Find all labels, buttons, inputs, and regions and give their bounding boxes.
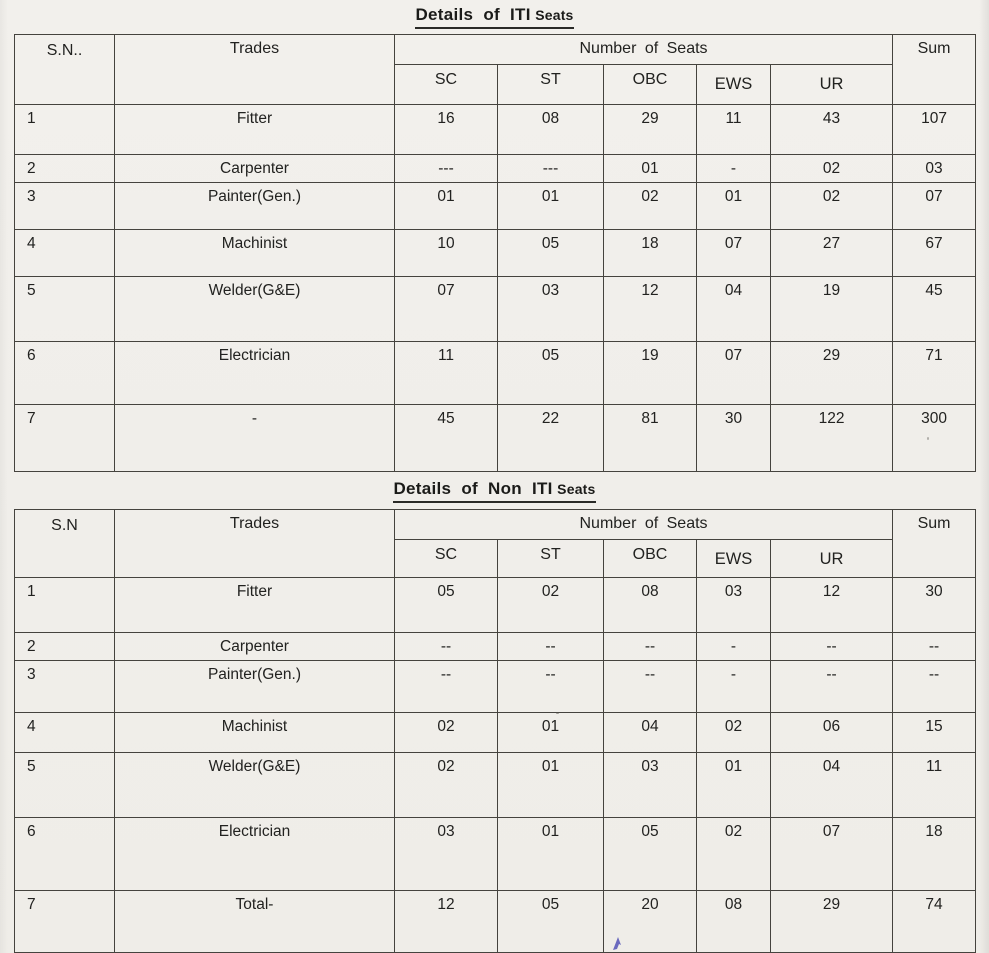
cell-ews: 01 — [697, 753, 771, 818]
cell-obc: 20 — [604, 891, 697, 953]
column-header-obc: OBC — [604, 65, 697, 105]
cell-sn: 3 — [15, 661, 115, 713]
title-subtext: Seats — [535, 7, 574, 23]
table-row — [15, 155, 976, 183]
cell-sn: 1 — [15, 105, 115, 155]
cell-sum: 03 — [893, 155, 976, 183]
title-text: Details of Non ITI — [393, 479, 553, 498]
table-row — [15, 405, 976, 472]
cell-obc: 01 — [604, 155, 697, 183]
cell-sum: 15 — [893, 713, 976, 753]
cell-sum: 300 — [893, 405, 976, 472]
cell-sc: -- — [395, 633, 498, 661]
cell-sn: 2 — [15, 633, 115, 661]
cell-ews: 07 — [697, 230, 771, 277]
cell-sum: 18 — [893, 818, 976, 891]
cell-ews: 30 — [697, 405, 771, 472]
cell-sc: 03 — [395, 818, 498, 891]
cell-sum: 107 — [893, 105, 976, 155]
cell-st: 08 — [498, 105, 604, 155]
table-row — [15, 230, 976, 277]
cell-ur: 43 — [771, 105, 893, 155]
cell-sum: 71 — [893, 342, 976, 405]
cell-trade: Electrician — [115, 818, 395, 891]
cell-ur: 06 — [771, 713, 893, 753]
cell-ews: - — [697, 633, 771, 661]
column-header-sn: S.N.. — [15, 35, 115, 105]
cell-ur: 29 — [771, 342, 893, 405]
cell-sum: 07 — [893, 183, 976, 230]
cell-ews: 01 — [697, 183, 771, 230]
cell-sc: 10 — [395, 230, 498, 277]
table-row — [15, 633, 976, 661]
column-header-trades: Trades — [115, 35, 395, 105]
blue-pen-mark — [611, 936, 625, 951]
cell-trade: Welder(G&E) — [115, 753, 395, 818]
iti-seats-title — [14, 5, 975, 29]
cell-trade: Welder(G&E) — [115, 277, 395, 342]
cell-trade: Machinist — [115, 713, 395, 753]
cell-sn: 5 — [15, 753, 115, 818]
table-row — [15, 105, 976, 155]
table-row — [15, 183, 976, 230]
cell-obc: 08 — [604, 578, 697, 633]
cell-obc: 29 — [604, 105, 697, 155]
cell-obc: 19 — [604, 342, 697, 405]
cell-sn: 4 — [15, 230, 115, 277]
cell-st: -- — [498, 633, 604, 661]
cell-ur: 02 — [771, 155, 893, 183]
cell-sn: 6 — [15, 342, 115, 405]
cell-trade: - — [115, 405, 395, 472]
cell-obc: 02 — [604, 183, 697, 230]
table-row — [15, 713, 976, 753]
cell-sum: 45 — [893, 277, 976, 342]
cell-sn: 1 — [15, 578, 115, 633]
cell-ur: 122 — [771, 405, 893, 472]
cell-obc: 18 — [604, 230, 697, 277]
table-row — [15, 342, 976, 405]
table-row — [15, 661, 976, 713]
cell-ur: 07 — [771, 818, 893, 891]
cell-sum: -- — [893, 633, 976, 661]
cell-sn: 7 — [15, 891, 115, 953]
column-header-sc: SC — [395, 540, 498, 578]
cell-obc: 12 — [604, 277, 697, 342]
table-row — [15, 277, 976, 342]
cell-ews: 02 — [697, 713, 771, 753]
cell-trade: Total- — [115, 891, 395, 953]
cell-trade: Machinist — [115, 230, 395, 277]
cell-ews: - — [697, 661, 771, 713]
cell-trade: Carpenter — [115, 633, 395, 661]
cell-st: 01 — [498, 183, 604, 230]
cell-sn: 5 — [15, 277, 115, 342]
cell-st: 05 — [498, 891, 604, 953]
cell-obc: 81 — [604, 405, 697, 472]
cell-trade: Electrician — [115, 342, 395, 405]
cell-sn: 7 — [15, 405, 115, 472]
iti-seats-title-underline — [415, 5, 573, 29]
cell-sn: 2 — [15, 155, 115, 183]
cell-trade: Carpenter — [115, 155, 395, 183]
column-header-st: ST — [498, 65, 604, 105]
non-iti-seats-title — [14, 479, 975, 503]
cell-st: -- — [498, 661, 604, 713]
column-header-ews: EWS — [697, 540, 771, 578]
cell-ews: 03 — [697, 578, 771, 633]
cell-trade: Fitter — [115, 578, 395, 633]
cell-obc: -- — [604, 633, 697, 661]
table-row — [15, 578, 976, 633]
cell-st: 01 — [498, 753, 604, 818]
iti-seats-table — [14, 34, 976, 472]
cell-sc: 02 — [395, 753, 498, 818]
column-header-trades: Trades — [115, 510, 395, 578]
cell-ews: 04 — [697, 277, 771, 342]
cell-st: 01 — [498, 713, 604, 753]
cell-sn: 6 — [15, 818, 115, 891]
cell-sum: 11 — [893, 753, 976, 818]
cell-st: 03 — [498, 277, 604, 342]
column-header-ews: EWS — [697, 65, 771, 105]
cell-sn: 3 — [15, 183, 115, 230]
cell-ur: 02 — [771, 183, 893, 230]
cell-st: --- — [498, 155, 604, 183]
cell-ur: 27 — [771, 230, 893, 277]
cell-sc: 16 — [395, 105, 498, 155]
cell-ur: 19 — [771, 277, 893, 342]
cell-sum: 30 — [893, 578, 976, 633]
cell-ur: -- — [771, 633, 893, 661]
cell-sc: 45 — [395, 405, 498, 472]
cell-sc: -- — [395, 661, 498, 713]
non-iti-seats-title-underline — [393, 479, 595, 503]
cell-ews: 02 — [697, 818, 771, 891]
cell-sum: 74 — [893, 891, 976, 953]
cell-st: 22 — [498, 405, 604, 472]
scan-speck — [556, 712, 559, 714]
column-header-sum: Sum — [893, 35, 976, 105]
cell-ews: - — [697, 155, 771, 183]
column-header-sc: SC — [395, 65, 498, 105]
cell-ur: -- — [771, 661, 893, 713]
cell-ur: 04 — [771, 753, 893, 818]
cell-sum: -- — [893, 661, 976, 713]
cell-obc: 04 — [604, 713, 697, 753]
cell-sc: 02 — [395, 713, 498, 753]
cell-sc: 12 — [395, 891, 498, 953]
non-iti-seats-table — [14, 509, 976, 953]
column-header-ur: UR — [771, 65, 893, 105]
cell-sc: --- — [395, 155, 498, 183]
column-header-number-of-seats: Number of Seats — [395, 35, 893, 65]
column-header-ur: UR — [771, 540, 893, 578]
title-subtext: Seats — [557, 481, 596, 497]
cell-obc: 05 — [604, 818, 697, 891]
table-row — [15, 753, 976, 818]
cell-sc: 07 — [395, 277, 498, 342]
column-header-st: ST — [498, 540, 604, 578]
cell-sc: 11 — [395, 342, 498, 405]
scan-speck — [228, 198, 231, 201]
cell-ur: 29 — [771, 891, 893, 953]
column-header-obc: OBC — [604, 540, 697, 578]
cell-trade: Fitter — [115, 105, 395, 155]
cell-st: 05 — [498, 230, 604, 277]
cell-sc: 01 — [395, 183, 498, 230]
title-text: Details of ITI — [415, 5, 531, 24]
column-header-sn: S.N — [15, 510, 115, 578]
column-header-number-of-seats: Number of Seats — [395, 510, 893, 540]
scan-speck — [927, 437, 929, 440]
cell-st: 02 — [498, 578, 604, 633]
cell-ews: 11 — [697, 105, 771, 155]
cell-ews: 07 — [697, 342, 771, 405]
cell-ews: 08 — [697, 891, 771, 953]
cell-sn: 4 — [15, 713, 115, 753]
table-row — [15, 818, 976, 891]
cell-st: 01 — [498, 818, 604, 891]
cell-sum: 67 — [893, 230, 976, 277]
cell-obc: 03 — [604, 753, 697, 818]
table-row — [15, 891, 976, 953]
cell-trade: Painter(Gen.) — [115, 183, 395, 230]
cell-trade: Painter(Gen.) — [115, 661, 395, 713]
cell-st: 05 — [498, 342, 604, 405]
cell-sc: 05 — [395, 578, 498, 633]
cell-obc: -- — [604, 661, 697, 713]
column-header-sum: Sum — [893, 510, 976, 578]
cell-ur: 12 — [771, 578, 893, 633]
